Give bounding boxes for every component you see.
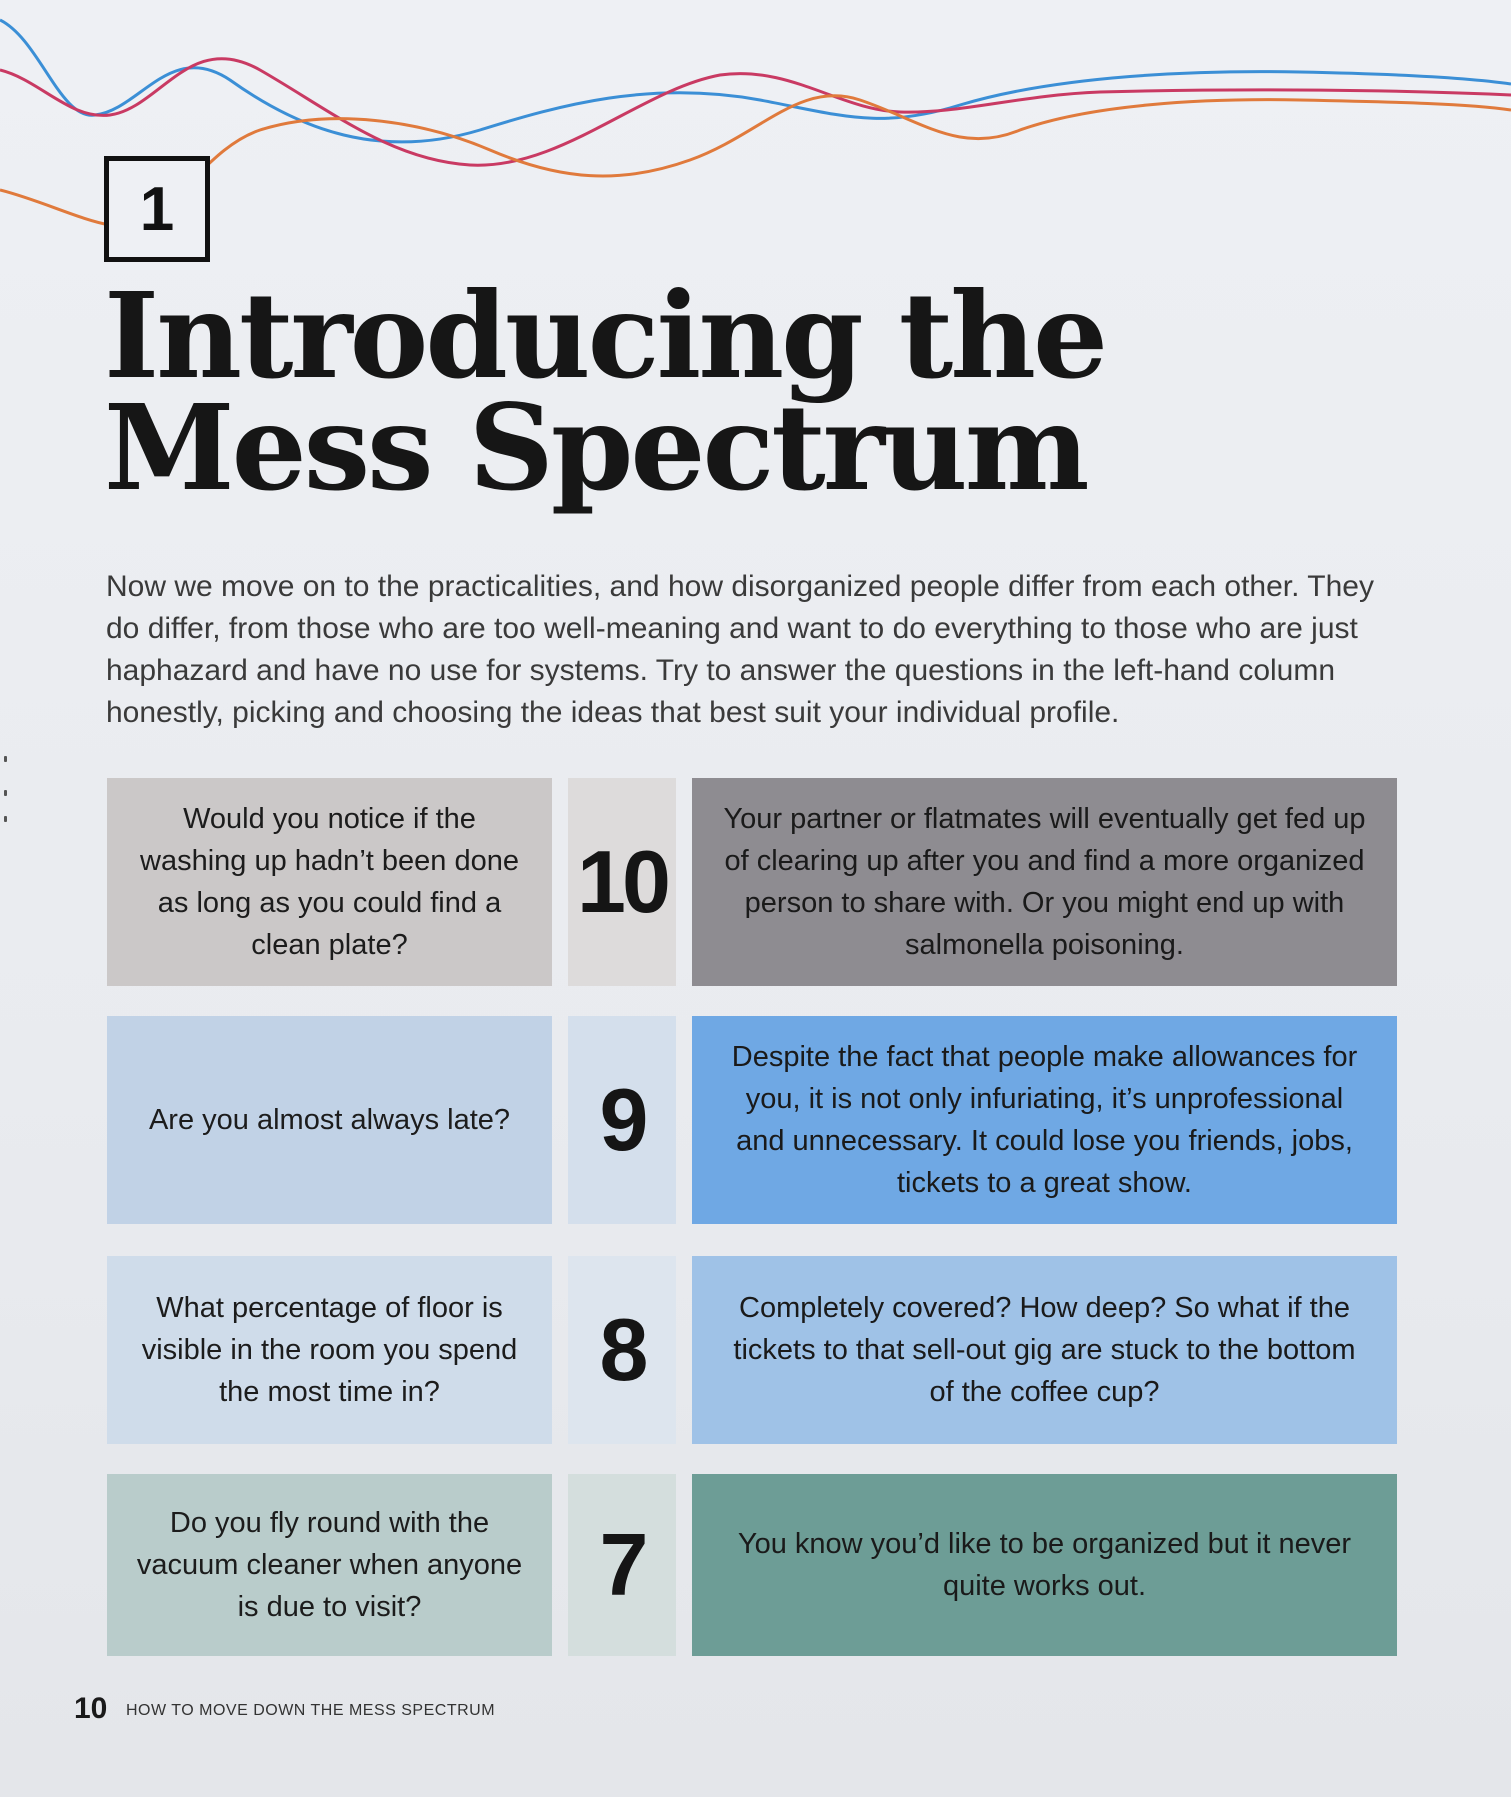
spectrum-row xyxy=(107,1474,1397,1656)
spectrum-score: 8 xyxy=(568,1256,676,1444)
margin-mark xyxy=(4,816,7,822)
spectrum-row xyxy=(107,1016,1397,1224)
spectrum-answer: Completely covered? How deep? So what if the tickets to that sell-out gig are stuck to the bottom of the coffee cup? xyxy=(692,1256,1397,1444)
spectrum-question: Are you almost always late? xyxy=(107,1016,552,1224)
margin-mark xyxy=(4,756,7,762)
spectrum-question: What percentage of floor is visible in the room you spend the most time in? xyxy=(107,1256,552,1444)
title-line-1: Introducing the xyxy=(104,266,1106,405)
spectrum-answer: Your partner or flatmates will eventually get fed up of clearing up after you and find a more organized person to share with. Or you might end up with salmonella poisoning. xyxy=(692,778,1397,986)
chapter-number: 1 xyxy=(139,174,175,244)
spectrum-score: 7 xyxy=(568,1474,676,1656)
intro-paragraph: Now we move on to the practicalities, and how disorganized people differ from each other. They do differ, from those who are too well-meaning and want to do everything to those who are just haphazard and have no use for systems. Try to answer the questions in the left-hand column honestly, picking and choosing the ideas that best suit your individual profile. xyxy=(106,570,1374,729)
blue-wave-line xyxy=(0,20,1511,142)
page-number: 10 xyxy=(74,1692,108,1725)
title-line-2: Mess Spectrum xyxy=(104,378,1087,517)
decorative-wave-lines xyxy=(0,0,1511,260)
orange-wave-line xyxy=(0,96,1511,226)
spectrum-answer: You know you’d like to be organized but it never quite works out. xyxy=(692,1474,1397,1656)
spectrum-question: Do you fly round with the vacuum cleaner when anyone is due to visit? xyxy=(107,1474,552,1656)
spectrum-answer: Despite the fact that people make allowances for you, it is not only infuriating, it’s unprofessional and unnecessary. It could lose you friends, jobs, tickets to a great show. xyxy=(692,1016,1397,1224)
chapter-number-box xyxy=(104,156,210,262)
spectrum-row xyxy=(107,1256,1397,1444)
margin-mark xyxy=(4,790,7,796)
spectrum-score: 9 xyxy=(568,1016,676,1224)
running-head: HOW TO MOVE DOWN THE MESS SPECTRUM xyxy=(126,1702,496,1719)
spectrum-row xyxy=(107,778,1397,986)
spectrum-score: 10 xyxy=(568,778,676,986)
spectrum-question: Would you notice if the washing up hadn’t been done as long as you could find a clean plate? xyxy=(107,778,552,986)
page-title xyxy=(104,266,1354,517)
